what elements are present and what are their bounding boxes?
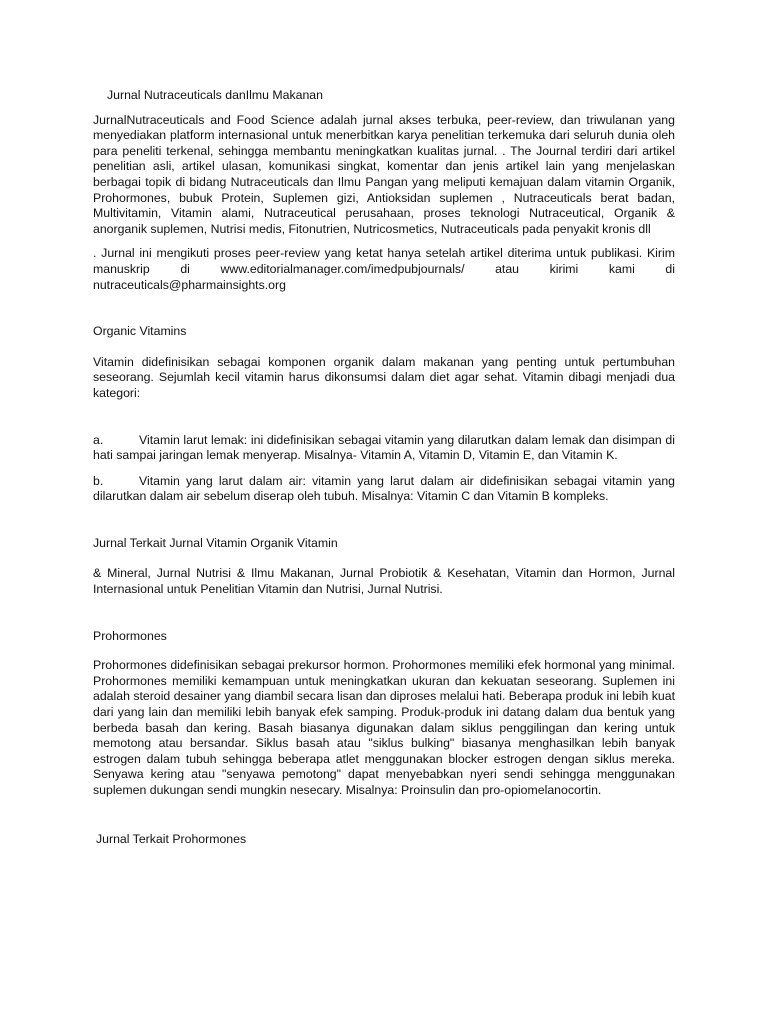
prohormones-heading: Prohormones <box>93 628 167 643</box>
list-item-text <box>93 474 675 505</box>
submission-paragraph: . Jurnal ini mengikuti proses peer-review yang ketat hanya setelah artikel diterima untuk publikasi. Kirim manuskrip di www.editorialmanager.com/imedpubjournals/ atau kirimi kami di nutraceuticals@pharmainsights.org <box>93 246 675 292</box>
list-text: Vitamin larut lemak: ini didefinisikan sebagai vitamin yang dilarutkan dalam lemak dan disimpan di hati sampai jaringan lemak menyerap. Misalnya- Vitamin A, Vitamin D, Vitamin E, dan Vitamin K. <box>93 432 675 463</box>
vitamin-list-item-b <box>93 474 675 505</box>
list-marker: a. <box>93 432 104 447</box>
vitamin-list-item-a <box>93 433 675 464</box>
list-text: Vitamin yang larut dalam air: vitamin yang larut dalam air didefinisikan sebagai vitamin yang dilarutkan dalam air sebelum diserap oleh tubuh. Misalnya: Vitamin C dan Vitamin B kompleks. <box>93 473 675 504</box>
prohormones-paragraph: Prohormones didefinisikan sebagai prekursor hormon. Prohormones memiliki efek hormonal yang minimal. Prohormones memiliki kemampuan untuk meningkatkan ukuran dan kekuatan seseorang. Suplemen ini adalah steroid desainer yang diambil secara lisan dan diproses melalui hati. Beberapa produk ini lebih kuat dari yang lain dan memiliki lebih banyak efek samping. Produk-produk ini datang dalam dua bentuk yang berbeda basah dan kering. Basah biasanya digunakan dalam siklus penggilingan dan kering untuk memotong atau bersandar. Siklus basah atau "siklus bulking" biasanya menghasilkan lebih banyak estrogen dalam tubuh sehingga beberapa atlet menggunakan blocker estrogen dengan siklus mereka. Senyawa kering atau "senyawa pemotong" dapat menyebabkan nyeri sendi sehingga menggunakan suplemen dukungan sendi mungkin nesecary. Misalnya: Proinsulin dan pro-opiomelanocortin. <box>93 658 675 797</box>
document-title: Jurnal Nutraceuticals danIlmu Makanan <box>107 88 323 102</box>
organic-vitamins-heading: Organic Vitamins <box>93 324 187 339</box>
related-vitamin-paragraph: & Mineral, Jurnal Nutrisi & Ilmu Makanan, Jurnal Probiotik & Kesehatan, Vitamin dan Hormon, Jurnal Internasional untuk Penelitian Vitamin dan Nutrisi, Jurnal Nutrisi. <box>93 566 675 597</box>
list-item-text <box>93 433 675 464</box>
intro-paragraph: JurnalNutraceuticals and Food Science adalah jurnal akses terbuka, peer-review, dan triwulanan yang menyediakan platform internasional untuk menerbitkan karya penelitian terkemuka dari seluruh dunia oleh para peneliti terkenal, sehingga membantu meningkatkan kualitas jurnal. . The Journal terdiri dari artikel penelitian asli, artikel ulasan, komunikasi singkat, komentar dan jenis artikel lain yang menjelaskan berbagai topik di bidang Nutraceuticals dan Ilmu Pangan yang meliputi kemajuan dalam vitamin Organik, Prohormones, bubuk Protein, Suplemen gizi, Antioksidan suplemen , Nutraceuticals berat badan, Multivitamin, Vitamin alami, Nutraceutical perusahaan, proses teknologi Nutraceutical, Organik & anorganik suplemen, Nutrisi medis, Fitonutrien, Nutricosmetics, Nutraceuticals pada penyakit kronis dll <box>93 112 675 236</box>
related-prohormones-heading: Jurnal Terkait Prohormones <box>96 831 247 846</box>
organic-vitamins-paragraph: Vitamin didefinisikan sebagai komponen organik dalam makanan yang penting untuk pertumbuhan seseorang. Sejumlah kecil vitamin harus dikonsumsi dalam diet agar sehat. Vitamin dibagi menjadi dua kategori: <box>93 354 675 400</box>
list-marker: b. <box>93 473 104 488</box>
document-page <box>93 88 675 847</box>
related-vitamin-heading: Jurnal Terkait Jurnal Vitamin Organik Vitamin <box>93 535 338 550</box>
